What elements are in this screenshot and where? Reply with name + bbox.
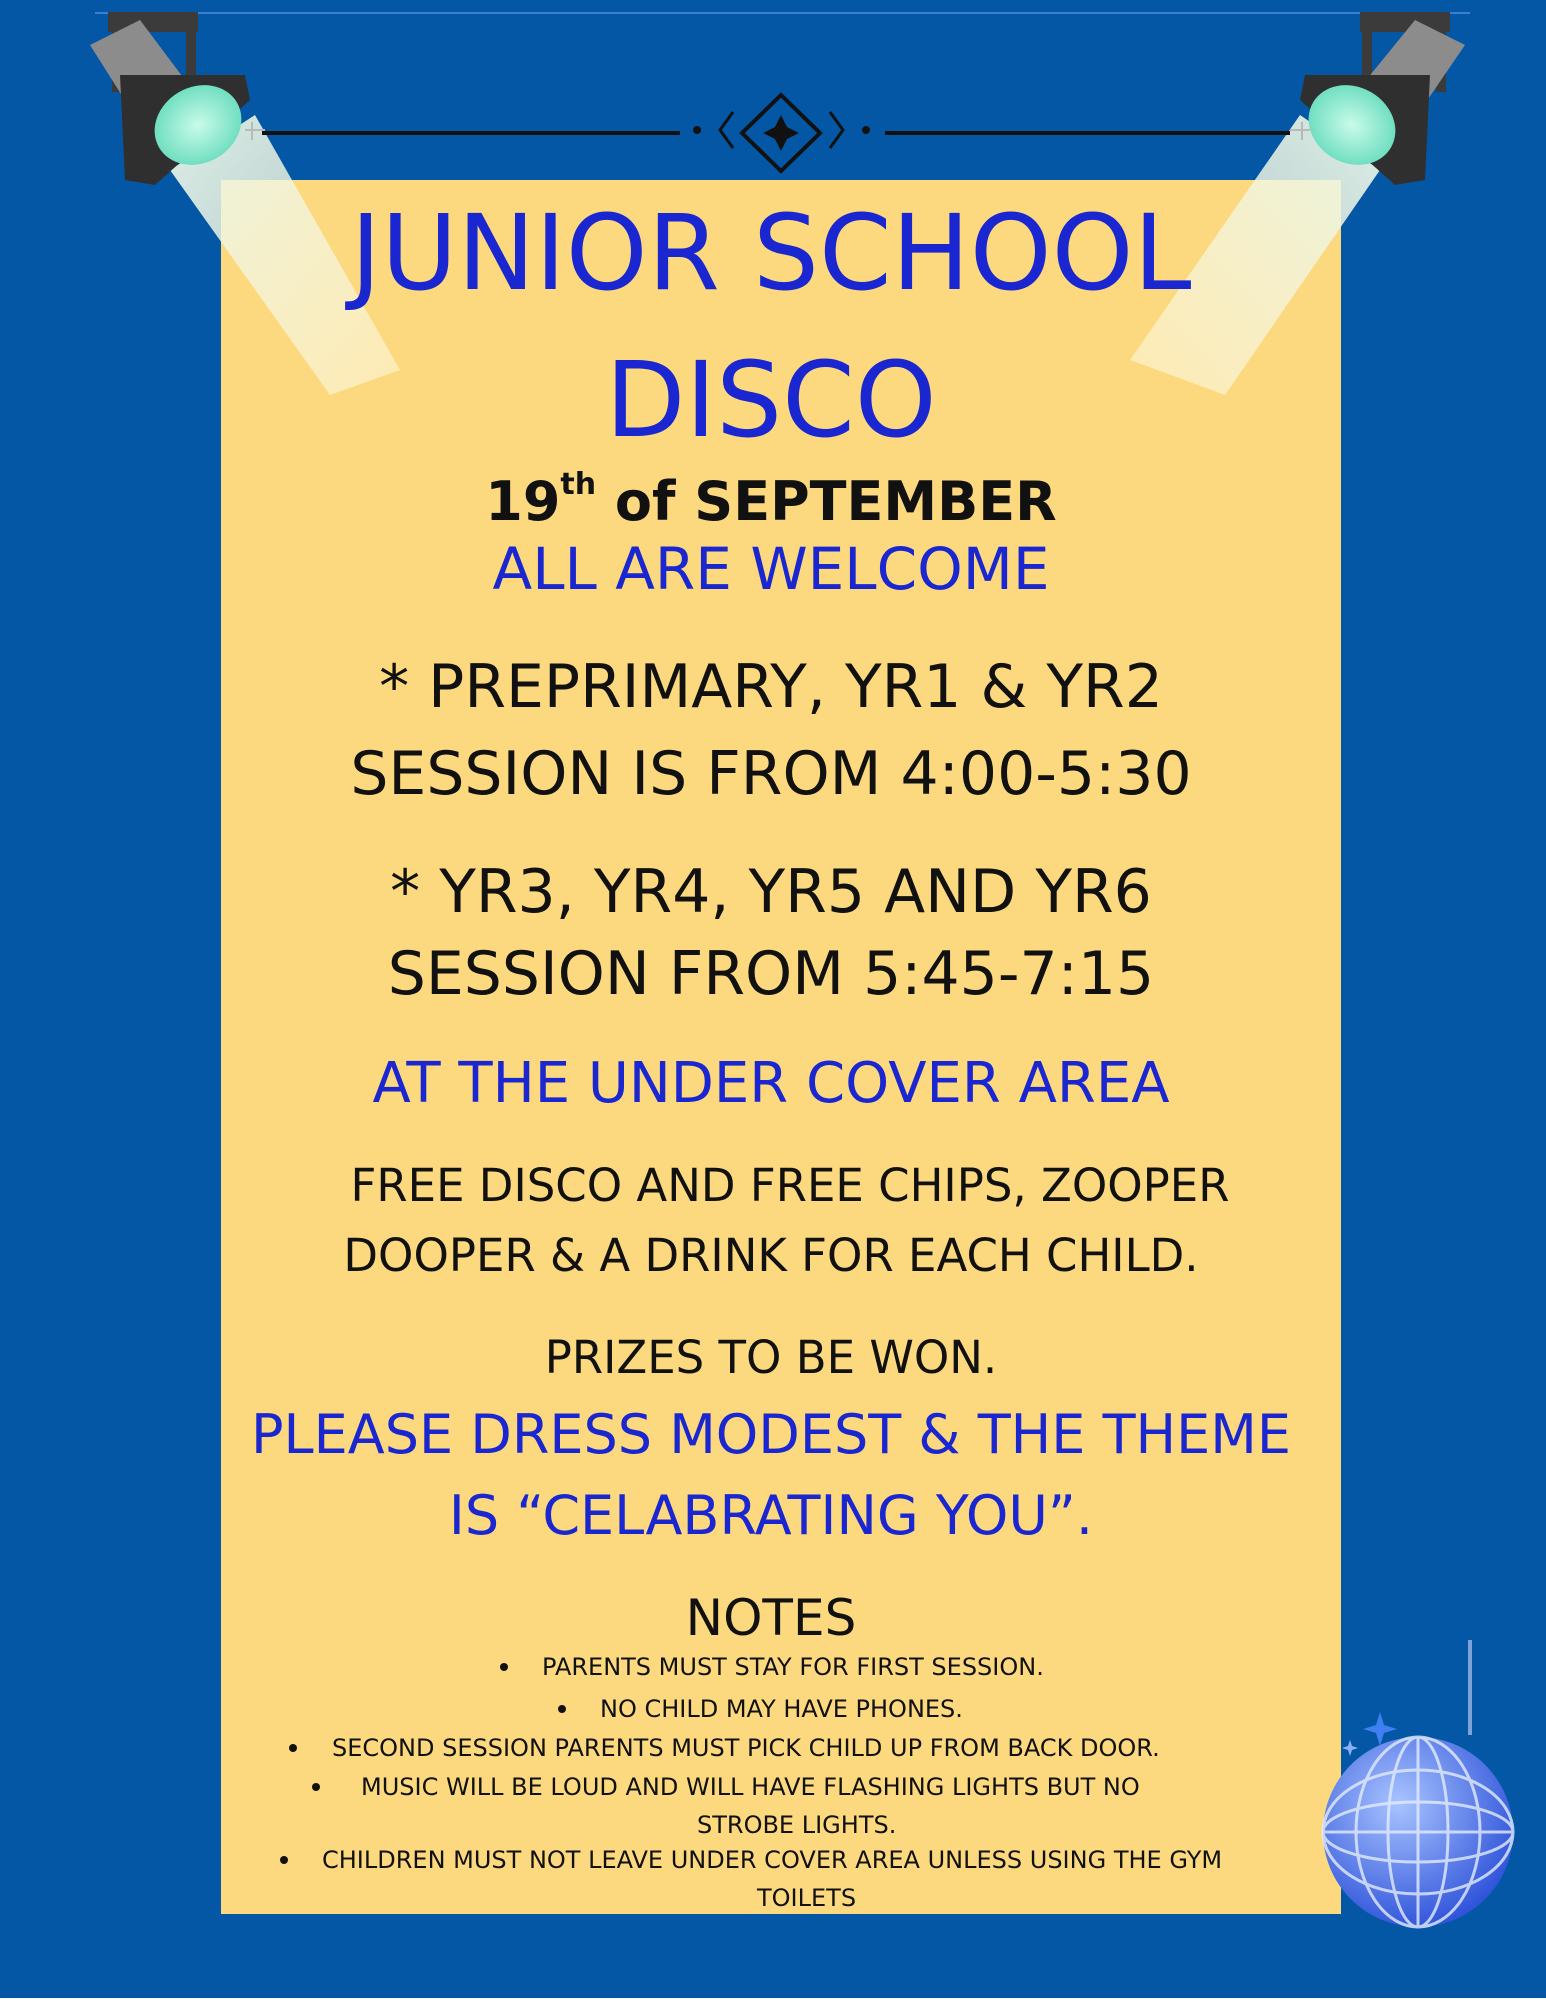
disco-ball-icon (1323, 1640, 1513, 1927)
event-date (221, 467, 1321, 534)
date-month: of SEPTEMBER (596, 470, 1057, 533)
dress-line-1: PLEASE DRESS MODEST & THE THEME (250, 1403, 1291, 1466)
ornamental-divider-icon (262, 95, 1290, 171)
session1-time: SESSION IS FROM 4:00-5:30 (350, 739, 1192, 809)
title-line-1: JUNIOR SCHOOL (350, 192, 1192, 314)
welcome-text: ALL ARE WELCOME (492, 535, 1050, 603)
location-text: AT THE UNDER COVER AREA (372, 1051, 1170, 1116)
date-day: 19 (485, 470, 561, 533)
bullet-icon (558, 1705, 566, 1713)
dress-line-2: IS “CELABRATING YOU”. (448, 1484, 1094, 1547)
session1-groups: * PREPRIMARY, YR1 & YR2 (379, 652, 1163, 722)
note-item: NO CHILD MAY HAVE PHONES. (600, 1695, 963, 1723)
notes-heading: NOTES (685, 1589, 857, 1647)
bullet-icon (280, 1856, 288, 1864)
prizes-text: PRIZES TO BE WON. (544, 1331, 998, 1384)
note-item: MUSIC WILL BE LOUD AND WILL HAVE FLASHING LIGHTS BUT NO (361, 1773, 1140, 1801)
session2-groups: * YR3, YR4, YR5 AND YR6 (390, 857, 1152, 927)
session2-time: SESSION FROM 5:45-7:15 (387, 939, 1155, 1009)
note-item-continued: STROBE LIGHTS. (697, 1811, 897, 1839)
note-item: CHILDREN MUST NOT LEAVE UNDER COVER AREA UNLESS USING THE GYM (322, 1846, 1223, 1874)
bullet-icon (312, 1783, 320, 1791)
note-item: SECOND SESSION PARENTS MUST PICK CHILD UP FROM BACK DOOR. (332, 1734, 1160, 1762)
note-item: PARENTS MUST STAY FOR FIRST SESSION. (542, 1653, 1044, 1681)
free-line-2: DOOPER & A DRINK FOR EACH CHILD. (343, 1229, 1199, 1282)
free-line-1: FREE DISCO AND FREE CHIPS, ZOOPER (350, 1159, 1230, 1212)
bullet-icon (289, 1744, 297, 1752)
bullet-icon (500, 1663, 508, 1671)
note-item-continued: TOILETS (757, 1884, 857, 1912)
title-line-2: DISCO (605, 339, 937, 461)
date-suffix: th (560, 467, 597, 502)
